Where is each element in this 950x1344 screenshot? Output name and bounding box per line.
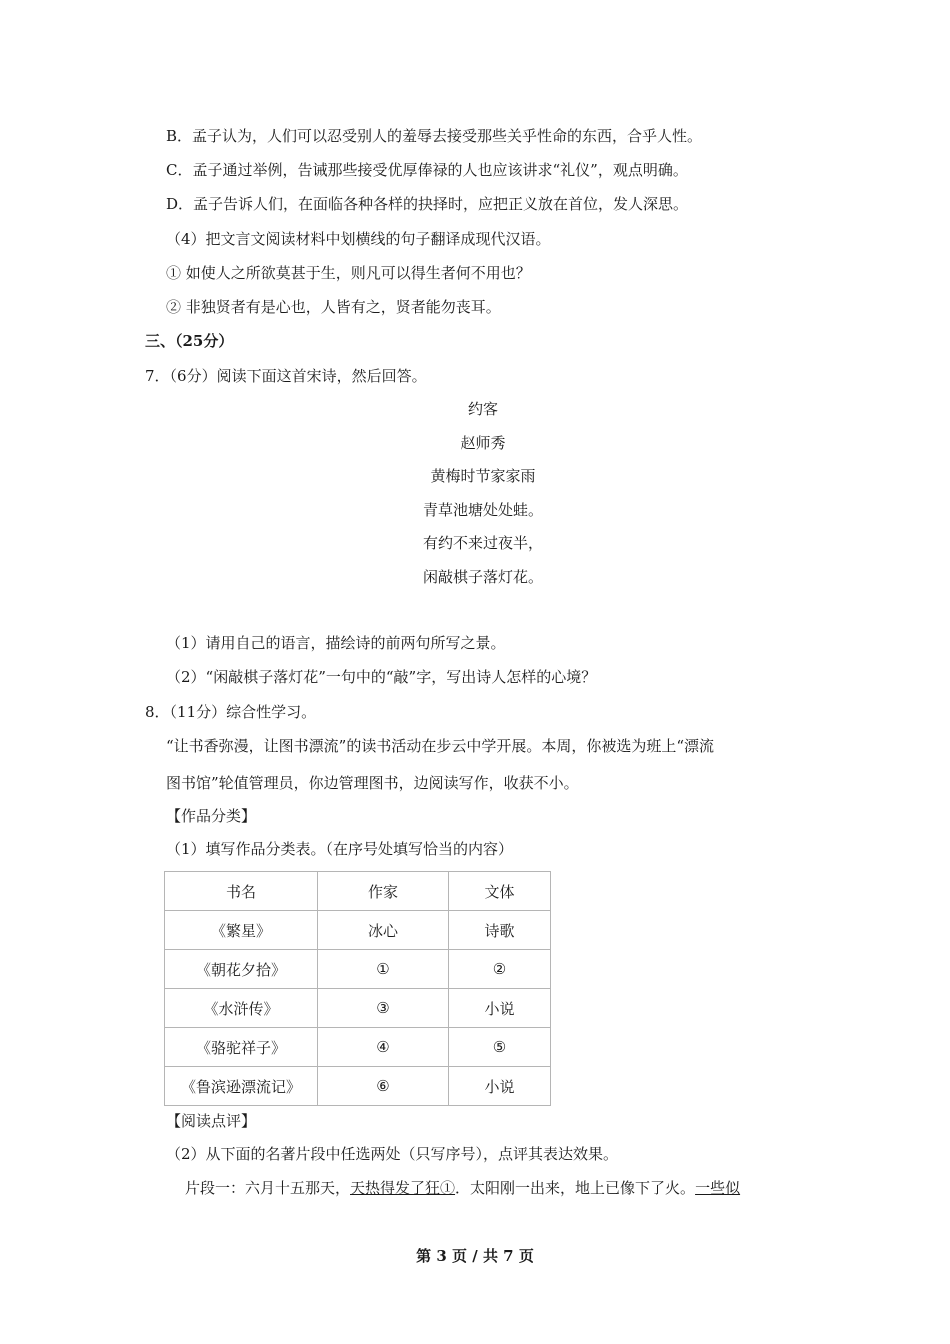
question-4-item-1: ① 如使人之所欲莫甚于生，则凡可以得生者何不用也？: [166, 264, 531, 282]
excerpt-underlined-1: 天热得发了狂: [350, 1179, 441, 1197]
table-row: [165, 1067, 551, 1106]
header-cell: 书名: [165, 872, 318, 911]
part-1-heading: 【作品分类】: [166, 807, 257, 825]
excerpt-prefix: 片段一：六月十五那天，: [185, 1179, 351, 1197]
question-7-stem: 7．（6分）阅读下面这首宋诗，然后回答。: [145, 367, 427, 385]
excerpt-mark: ①: [440, 1179, 456, 1197]
section-3-heading: 三、（25分）: [145, 332, 234, 350]
works-classification-table: [164, 871, 551, 1106]
poem-title: 约客: [467, 400, 498, 418]
excerpt-underlined-2: 一些似: [695, 1179, 741, 1197]
option-d: D．孟子告诉人们，在面临各种各样的抉择时，应把正义放在首位，发人深思。: [166, 195, 689, 213]
table-cell: ⑥: [318, 1067, 449, 1106]
table-row: [165, 1028, 551, 1067]
table-cell: 小说: [449, 1067, 551, 1106]
table-cell: ①: [318, 950, 449, 989]
table-row: [165, 950, 551, 989]
table-cell: 《水浒传》: [165, 989, 318, 1028]
table-cell: 《鲁滨逊漂流记》: [165, 1067, 318, 1106]
table-row: [165, 911, 551, 950]
table-cell: ③: [318, 989, 449, 1028]
table-cell: 《朝花夕拾》: [165, 950, 318, 989]
poem-line-4: 闲敲棋子落灯花。: [422, 568, 543, 586]
table-cell: 《骆驼祥子》: [165, 1028, 318, 1067]
question-4: （4）把文言文阅读材料中划横线的句子翻译成现代汉语。: [166, 230, 551, 248]
part-2-heading: 【阅读点评】: [166, 1112, 257, 1130]
question-4-item-2: ② 非独贤者有是心也，人皆有之，贤者能勿丧耳。: [166, 298, 501, 316]
option-b: B．孟子认为，人们可以忍受别人的羞辱去接受那些关乎性命的东西，合乎人性。: [166, 127, 703, 145]
table-cell: 小说: [449, 989, 551, 1028]
poem-line-1: 黄梅时节家家雨: [430, 467, 536, 485]
excerpt-1: [185, 1177, 740, 1199]
table-cell: ②: [449, 950, 551, 989]
table-header-row: [165, 872, 551, 911]
poem-author: 赵师秀: [460, 434, 506, 452]
question-8-intro-line-1: “让书香弥漫，让图书漂流”的读书活动在步云中学开展。本周，你被选为班上“漂流: [166, 737, 715, 755]
table-cell: 《繁星》: [165, 911, 318, 950]
question-8-sub-2: （2）从下面的名著片段中任选两处（只写序号），点评其表达效果。: [166, 1145, 619, 1163]
table-cell: ⑤: [449, 1028, 551, 1067]
table-cell: 诗歌: [449, 911, 551, 950]
table-cell: ④: [318, 1028, 449, 1067]
header-cell: 作家: [318, 872, 449, 911]
header-cell: 文体: [449, 872, 551, 911]
poem-line-2: 青草池塘处处蛙。: [422, 501, 543, 519]
poem-line-3: 有约不来过夜半，: [422, 534, 543, 552]
page-footer: 第 3 页 / 共 7 页: [416, 1247, 534, 1265]
option-c: C．孟子通过举例，告诫那些接受优厚俸禄的人也应该讲求“礼仪”，观点明确。: [166, 161, 688, 179]
question-7-sub-1: （1）请用自己的语言，描绘诗的前两句所写之景。: [166, 634, 506, 652]
excerpt-middle: ．太阳刚一出来，地上已像下了火。: [455, 1179, 696, 1197]
question-8-intro-line-2: 图书馆”轮值管理员，你边管理图书，边阅读写作，收获不小。: [166, 774, 579, 792]
question-8-sub-1: （1）填写作品分类表。（在序号处填写恰当的内容）: [166, 840, 514, 858]
question-7-sub-2: （2）“闲敲棋子落灯花”一句中的“敲”字，写出诗人怎样的心境？: [166, 668, 597, 686]
table-cell: 冰心: [318, 911, 449, 950]
table-row: [165, 989, 551, 1028]
question-8-stem: 8．（11分）综合性学习。: [145, 703, 317, 721]
